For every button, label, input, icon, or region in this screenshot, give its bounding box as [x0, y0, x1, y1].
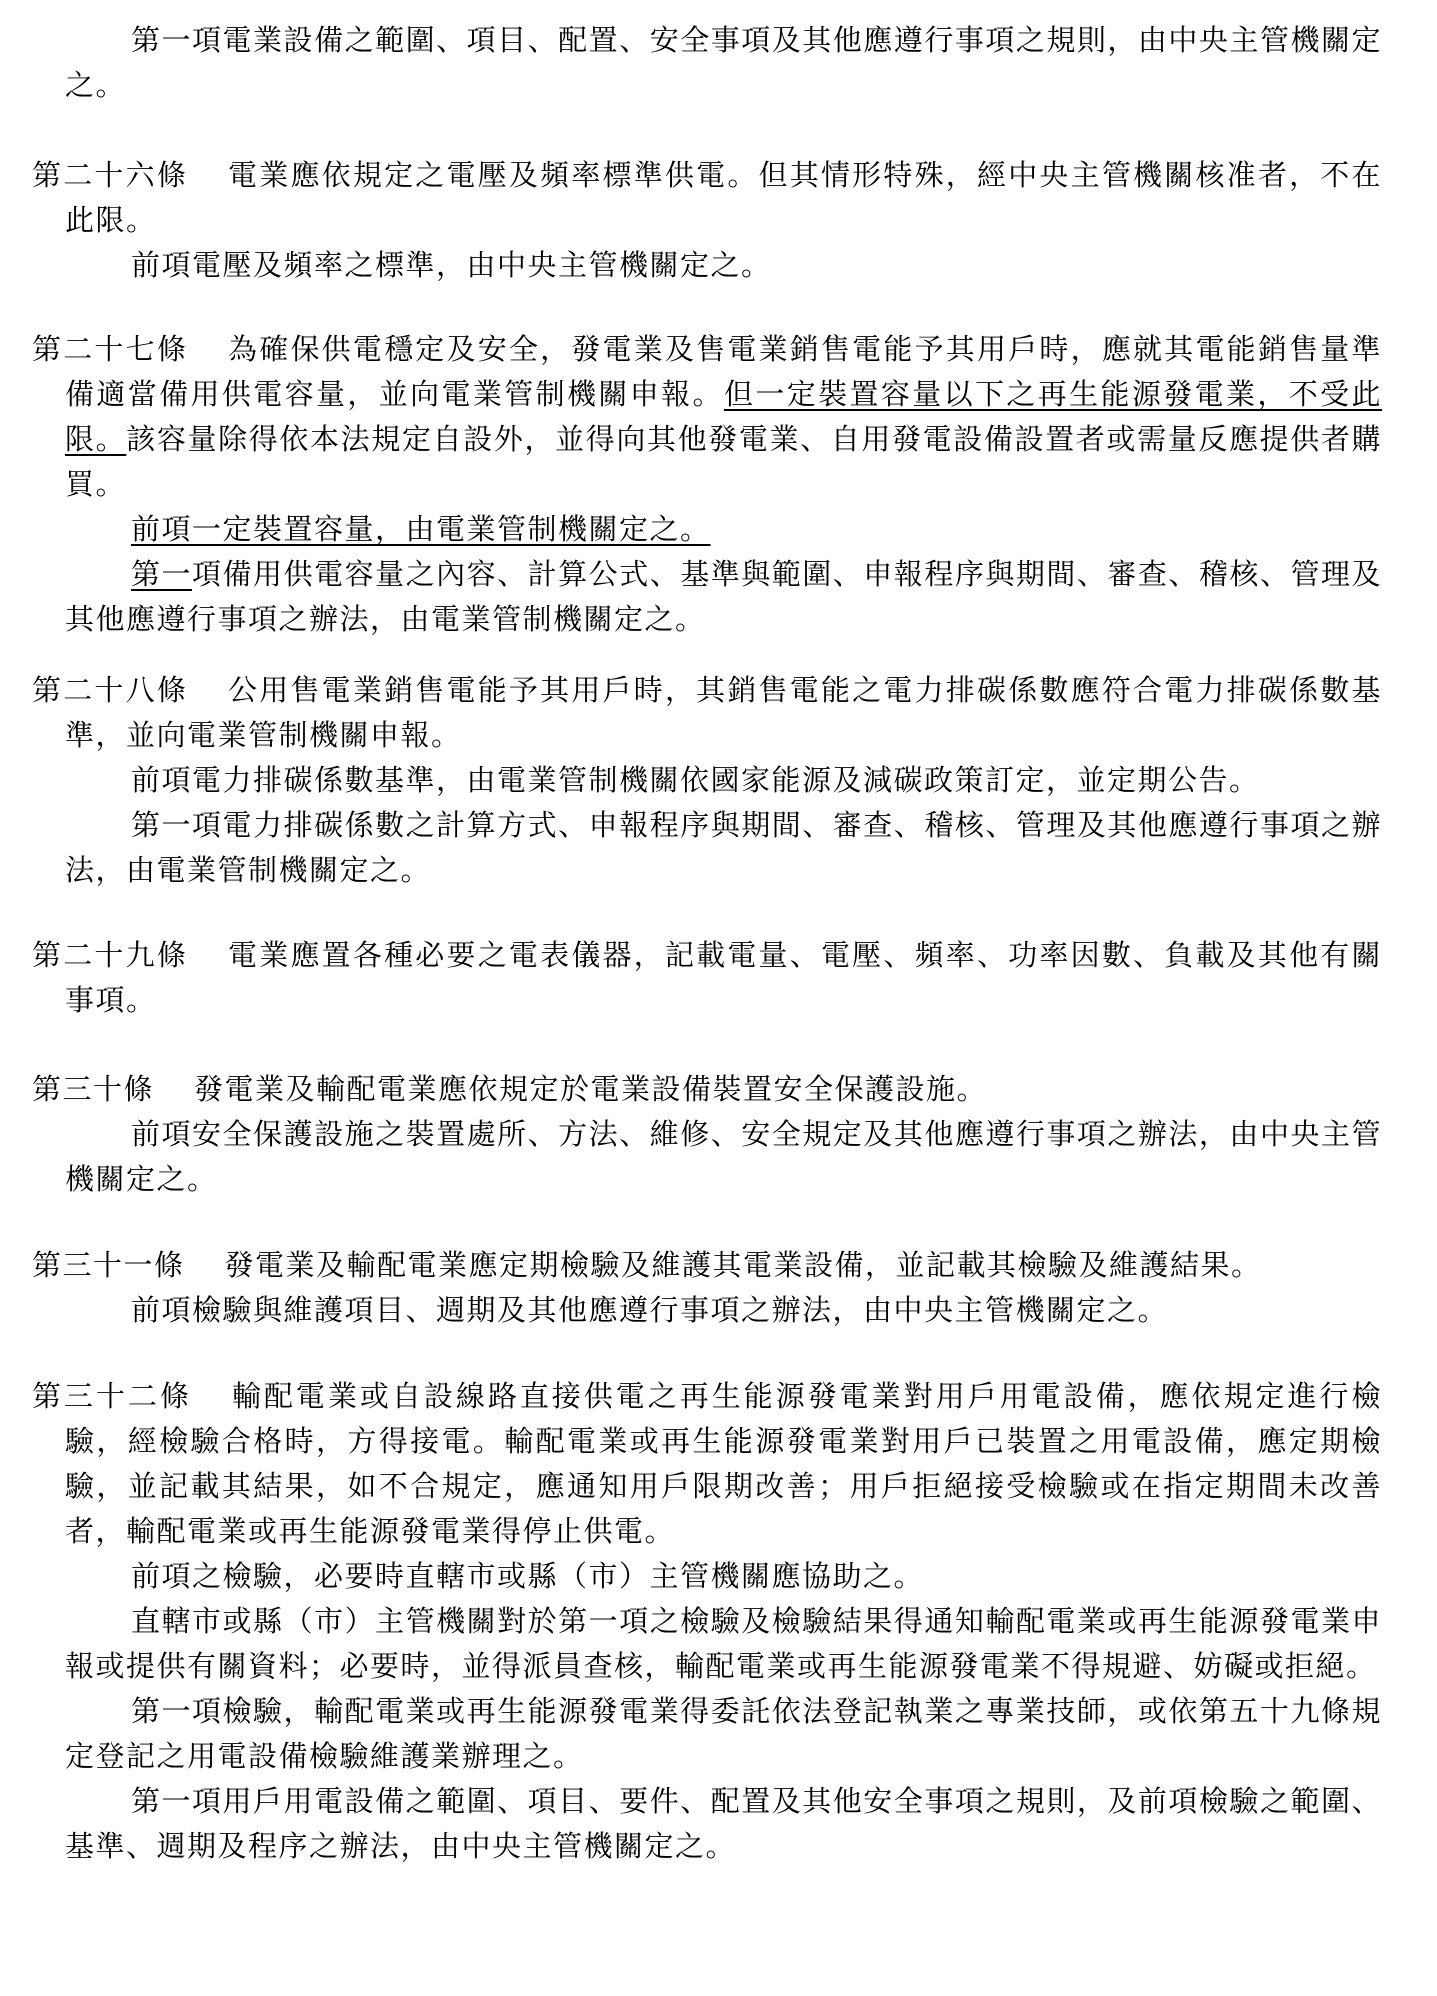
article-27-paragraph-2: [32, 507, 1382, 552]
article-27-text-3b: 項備用供電容量之內容、計算公式、基準與範圍、申報程序與期間、審查、稽核、管理及其他應遵行事項之辦法，由電業管制機關定之。: [65, 557, 1382, 636]
article-31: [32, 1243, 1382, 1333]
article-26-paragraph-2: 前項電壓及頻率之標準，由中央主管機關定之。: [131, 248, 772, 282]
article-27-number: 第二十七條: [32, 332, 189, 366]
article-29: [32, 933, 1382, 1023]
article-31-paragraph-1: [32, 1243, 1382, 1288]
article-27-paragraph-3: [32, 552, 1382, 642]
article-32-paragraph-1: [32, 1374, 1382, 1554]
article-31-number: 第三十一條: [32, 1248, 185, 1282]
article-27-text-2: 前項一定裝置容量，由電業管制機關定之。: [131, 512, 711, 546]
article-31-paragraph-2: 前項檢驗與維護項目、週期及其他應遵行事項之辦法，由中央主管機關定之。: [131, 1293, 1169, 1327]
article-27-text-1c: 該容量除得依本法規定自設外，並得向其他發電業、自用發電設備設置者或需量反應提供者購買。: [65, 422, 1382, 501]
article-32-paragraph-3: 直轄市或縣（市）主管機關對於第一項之檢驗及檢驗結果得通知輸配電業或再生能源發電業申報或提供有關資料；必要時，並得派員查核，輸配電業或再生能源發電業不得規避、妨礙或拒絕。: [65, 1604, 1382, 1683]
article-27-paragraph-1: [32, 327, 1382, 507]
intro-paragraph: 第一項電業設備之範圍、項目、配置、安全事項及其他應遵行事項之規則，由中央主管機關定之。: [65, 23, 1382, 102]
article-32-text-1: 輸配電業或自設線路直接供電之再生能源發電業對用戶用電設備，應依規定進行檢驗，經檢驗合格時，方得接電。輸配電業或再生能源發電業對用戶已裝置之用電設備，應定期檢驗，並記載其結果，如不合規定，應通知用戶限期改善；用戶拒絕接受檢驗或在指定期間未改善者，輸配電業或再生能源發電業得停止供電。: [65, 1379, 1382, 1548]
article-30-paragraph-1: [32, 1067, 1382, 1112]
article-28-text-1: 公用售電業銷售電能予其用戶時，其銷售電能之電力排碳係數應符合電力排碳係數基準，並向電業管制機關申報。: [65, 673, 1382, 752]
article-27-text-1a: 為確保供電穩定及安全，發電業及售電業銷售電能予其用戶時，應就其電能銷售量準備適當備用供電容量，並向電業管制機關申報。: [65, 332, 1382, 411]
article-29-text-1: 電業應置各種必要之電表儀器，記載電量、電壓、頻率、功率因數、負載及其他有關事項。: [65, 938, 1382, 1017]
article-32: [32, 1374, 1382, 1869]
article-26-text-1: 電業應依規定之電壓及頻率標準供電。但其情形特殊，經中央主管機關核准者，不在此限。: [65, 158, 1382, 237]
article-27-amendment-underline: 但一定裝置容量以下之再生能源發電業，不受此限。: [65, 377, 1382, 456]
article-28-number: 第二十八條: [32, 673, 189, 707]
article-29-number: 第二十九條: [32, 938, 189, 972]
article-32-paragraph-2: 前項之檢驗，必要時直轄市或縣（市）主管機關應協助之。: [131, 1559, 925, 1593]
article-28: [32, 668, 1382, 893]
article-30-text-1: 發電業及輸配電業應依規定於電業設備裝置安全保護設施。: [194, 1072, 988, 1106]
article-29-paragraph-1: [32, 933, 1382, 1023]
article-28-paragraph-1: [32, 668, 1382, 758]
article-30-paragraph-2: 前項安全保護設施之裝置處所、方法、維修、安全規定及其他應遵行事項之辦法，由中央主管機關定之。: [65, 1117, 1382, 1196]
article-28-paragraph-3: 第一項電力排碳係數之計算方式、申報程序與期間、審查、稽核、管理及其他應遵行事項之辦法，由電業管制機關定之。: [65, 808, 1382, 887]
article-28-paragraph-2: 前項電力排碳係數基準，由電業管制機關依國家能源及減碳政策訂定，並定期公告。: [131, 763, 1260, 797]
intro-block: [32, 18, 1382, 108]
article-32-number: 第三十二條: [32, 1379, 192, 1413]
article-26-number: 第二十六條: [32, 158, 189, 192]
article-32-paragraph-5: 第一項用戶用電設備之範圍、項目、要件、配置及其他安全事項之規則，及前項檢驗之範圍、基準、週期及程序之辦法，由中央主管機關定之。: [65, 1784, 1382, 1863]
article-26: [32, 153, 1382, 288]
article-26-paragraph-1: [32, 153, 1382, 243]
article-32-paragraph-4: 第一項檢驗，輸配電業或再生能源發電業得委託依法登記執業之專業技師，或依第五十九條規定登記之用電設備檢驗維護業辦理之。: [65, 1694, 1382, 1773]
article-30-number: 第三十條: [32, 1072, 155, 1106]
article-27-text-3a: 第一: [131, 557, 193, 591]
article-27: [32, 327, 1382, 642]
article-31-text-1: 發電業及輸配電業應定期檢驗及維護其電業設備，並記載其檢驗及維護結果。: [224, 1248, 1262, 1282]
article-30: [32, 1067, 1382, 1202]
